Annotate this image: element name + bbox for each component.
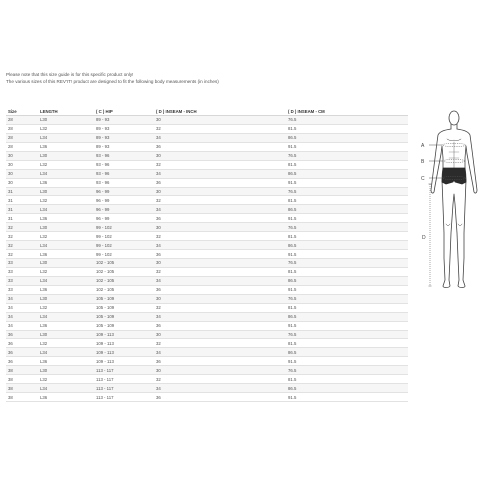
inseam-inch-cell: 32 <box>154 196 286 205</box>
inseam-inch-cell: 30 <box>154 223 286 232</box>
length-cell: L30 <box>38 330 94 339</box>
inseam-inch-cell: 30 <box>154 116 286 125</box>
length-cell: L36 <box>38 321 94 330</box>
length-cell: L36 <box>38 214 94 223</box>
size-cell: 28 <box>6 133 38 142</box>
hip-cell: 99 - 102 <box>94 241 154 250</box>
label-d: D <box>422 235 426 241</box>
size-cell: 33 <box>6 276 38 285</box>
length-cell: L34 <box>38 276 94 285</box>
size-cell: 36 <box>6 348 38 357</box>
table-row <box>6 339 408 348</box>
table-row <box>6 178 408 187</box>
inseam-inch-cell: 32 <box>154 267 286 276</box>
inseam-cm-cell: 86.5 <box>286 276 408 285</box>
inseam-cm-cell: 81.5 <box>286 196 408 205</box>
table-row <box>6 348 408 357</box>
table-row <box>6 133 408 142</box>
inseam-cm-cell: 76.5 <box>286 330 408 339</box>
size-cell: 34 <box>6 303 38 312</box>
inseam-inch-cell: 36 <box>154 357 286 366</box>
hip-cell: 113 - 117 <box>94 375 154 384</box>
hip-cell: 93 - 96 <box>94 160 154 169</box>
inseam-inch-cell: 36 <box>154 321 286 330</box>
hip-cell: 96 - 99 <box>94 196 154 205</box>
table-row <box>6 330 408 339</box>
length-cell: L30 <box>38 151 94 160</box>
length-cell: L32 <box>38 375 94 384</box>
inseam-cm-cell: 81.5 <box>286 267 408 276</box>
size-cell: 38 <box>6 375 38 384</box>
length-cell: L36 <box>38 142 94 151</box>
length-cell: L34 <box>38 241 94 250</box>
inseam-cm-cell: 76.5 <box>286 187 408 196</box>
length-cell: L34 <box>38 312 94 321</box>
inseam-cm-cell: 91.5 <box>286 214 408 223</box>
inseam-inch-cell: 32 <box>154 303 286 312</box>
inseam-inch-cell: 36 <box>154 250 286 259</box>
inseam-cm-cell: 86.5 <box>286 205 408 214</box>
hip-cell: 102 - 105 <box>94 267 154 276</box>
size-cell: 31 <box>6 205 38 214</box>
inseam-inch-cell: 32 <box>154 232 286 241</box>
body-measurement-figure <box>418 108 492 296</box>
length-cell: L34 <box>38 384 94 393</box>
table-row <box>6 294 408 303</box>
inseam-cm-cell: 86.5 <box>286 384 408 393</box>
length-cell: L30 <box>38 366 94 375</box>
hip-cell: 109 - 113 <box>94 339 154 348</box>
hip-cell: 105 - 109 <box>94 321 154 330</box>
hip-cell: 102 - 105 <box>94 276 154 285</box>
hip-cell: 105 - 109 <box>94 303 154 312</box>
inseam-inch-cell: 30 <box>154 187 286 196</box>
size-cell: 32 <box>6 223 38 232</box>
inseam-cm-cell: 81.5 <box>286 339 408 348</box>
table-row <box>6 160 408 169</box>
inseam-inch-cell: 36 <box>154 393 286 402</box>
table-row <box>6 187 408 196</box>
inseam-cm-cell: 86.5 <box>286 133 408 142</box>
size-cell: 38 <box>6 393 38 402</box>
hip-cell: 113 - 117 <box>94 393 154 402</box>
inseam-inch-cell: 36 <box>154 285 286 294</box>
length-cell: L32 <box>38 267 94 276</box>
inseam-inch-cell: 34 <box>154 312 286 321</box>
hip-cell: 93 - 96 <box>94 151 154 160</box>
table-row <box>6 223 408 232</box>
inseam-cm-cell: 76.5 <box>286 259 408 268</box>
inseam-inch-cell: 32 <box>154 339 286 348</box>
table-header-row <box>6 107 408 116</box>
table-row <box>6 151 408 160</box>
inseam-inch-cell: 30 <box>154 330 286 339</box>
length-cell: L34 <box>38 348 94 357</box>
label-c: C <box>421 176 425 182</box>
size-cell: 36 <box>6 339 38 348</box>
column-header-length: LENGTH <box>38 107 94 116</box>
table-row <box>6 169 408 178</box>
inseam-cm-cell: 76.5 <box>286 151 408 160</box>
length-cell: L32 <box>38 339 94 348</box>
table-row <box>6 384 408 393</box>
size-cell: 32 <box>6 232 38 241</box>
label-b: B <box>421 159 425 165</box>
body-outline <box>431 111 477 288</box>
inseam-inch-cell: 34 <box>154 348 286 357</box>
hip-cell: 89 - 93 <box>94 142 154 151</box>
length-cell: L30 <box>38 294 94 303</box>
size-cell: 36 <box>6 330 38 339</box>
inseam-cm-cell: 86.5 <box>286 312 408 321</box>
column-header-size: Size <box>6 107 38 116</box>
size-cell: 30 <box>6 151 38 160</box>
length-cell: L32 <box>38 160 94 169</box>
table-row <box>6 375 408 384</box>
inseam-inch-cell: 30 <box>154 151 286 160</box>
length-cell: L32 <box>38 124 94 133</box>
length-cell: L32 <box>38 232 94 241</box>
length-cell: L30 <box>38 116 94 125</box>
label-a: A <box>421 143 425 149</box>
table-row <box>6 259 408 268</box>
inseam-inch-cell: 34 <box>154 169 286 178</box>
hip-cell: 93 - 96 <box>94 178 154 187</box>
length-cell: L36 <box>38 285 94 294</box>
table-row <box>6 142 408 151</box>
inseam-inch-cell: 34 <box>154 133 286 142</box>
inseam-inch-cell: 32 <box>154 375 286 384</box>
length-cell: L32 <box>38 196 94 205</box>
inseam-cm-cell: 91.5 <box>286 321 408 330</box>
inseam-cm-cell: 81.5 <box>286 375 408 384</box>
hip-cell: 102 - 105 <box>94 285 154 294</box>
inseam-cm-cell: 86.5 <box>286 241 408 250</box>
table-row <box>6 285 408 294</box>
inseam-cm-cell: 91.5 <box>286 285 408 294</box>
size-cell: 31 <box>6 196 38 205</box>
hip-cell: 105 - 109 <box>94 294 154 303</box>
size-cell: 38 <box>6 366 38 375</box>
inseam-cm-cell: 76.5 <box>286 116 408 125</box>
note-line-2: The various sizes of this REV'IT! product are designed to fit the following body measurements (in inches) <box>6 78 219 84</box>
hip-cell: 109 - 113 <box>94 348 154 357</box>
hip-cell: 93 - 96 <box>94 169 154 178</box>
hip-cell: 99 - 102 <box>94 250 154 259</box>
size-cell: 33 <box>6 267 38 276</box>
length-cell: L30 <box>38 223 94 232</box>
length-cell: L34 <box>38 169 94 178</box>
hip-cell: 96 - 99 <box>94 187 154 196</box>
inseam-inch-cell: 34 <box>154 384 286 393</box>
table-row <box>6 303 408 312</box>
length-cell: L36 <box>38 178 94 187</box>
table-row <box>6 205 408 214</box>
inseam-cm-cell: 86.5 <box>286 348 408 357</box>
size-cell: 34 <box>6 312 38 321</box>
size-cell: 28 <box>6 116 38 125</box>
hip-cell: 105 - 109 <box>94 312 154 321</box>
length-cell: L34 <box>38 133 94 142</box>
inseam-inch-cell: 36 <box>154 178 286 187</box>
size-cell: 30 <box>6 169 38 178</box>
table-row <box>6 196 408 205</box>
inseam-cm-cell: 76.5 <box>286 366 408 375</box>
column-header-inseam-cm: ( D ) INSEAM - CM <box>286 107 408 116</box>
table-row <box>6 250 408 259</box>
table-row <box>6 321 408 330</box>
table-row <box>6 366 408 375</box>
inseam-inch-cell: 32 <box>154 124 286 133</box>
hip-cell: 109 - 113 <box>94 357 154 366</box>
size-guide-note <box>6 72 219 85</box>
hip-cell: 96 - 99 <box>94 214 154 223</box>
hip-cell: 99 - 102 <box>94 232 154 241</box>
inseam-cm-cell: 91.5 <box>286 142 408 151</box>
size-cell: 38 <box>6 384 38 393</box>
length-cell: L36 <box>38 357 94 366</box>
table-row <box>6 232 408 241</box>
length-cell: L34 <box>38 205 94 214</box>
hip-cell: 113 - 117 <box>94 384 154 393</box>
size-cell: 36 <box>6 357 38 366</box>
table-row <box>6 241 408 250</box>
inseam-inch-cell: 34 <box>154 205 286 214</box>
column-header-inseam-inch: ( D ) INSEAM - INCH <box>154 107 286 116</box>
table-row <box>6 124 408 133</box>
length-cell: L32 <box>38 303 94 312</box>
hip-cell: 109 - 113 <box>94 330 154 339</box>
inseam-cm-cell: 91.5 <box>286 357 408 366</box>
table-row <box>6 357 408 366</box>
inseam-cm-cell: 81.5 <box>286 232 408 241</box>
size-cell: 34 <box>6 321 38 330</box>
inseam-cm-cell: 81.5 <box>286 160 408 169</box>
inseam-inch-cell: 30 <box>154 366 286 375</box>
length-cell: L30 <box>38 259 94 268</box>
hip-cell: 89 - 93 <box>94 133 154 142</box>
table-row <box>6 267 408 276</box>
table-body <box>6 116 408 402</box>
inseam-inch-cell: 36 <box>154 214 286 223</box>
inseam-inch-cell: 36 <box>154 142 286 151</box>
size-cell: 34 <box>6 294 38 303</box>
size-cell: 31 <box>6 187 38 196</box>
hip-cell: 102 - 105 <box>94 259 154 268</box>
note-line-1: Please note that this size guide is for this specific product only! <box>6 72 134 77</box>
size-table <box>6 107 408 402</box>
size-cell: 32 <box>6 250 38 259</box>
hip-cell: 89 - 93 <box>94 124 154 133</box>
inseam-cm-cell: 76.5 <box>286 294 408 303</box>
inseam-cm-cell: 81.5 <box>286 124 408 133</box>
inseam-inch-cell: 30 <box>154 294 286 303</box>
table-row <box>6 312 408 321</box>
size-cell: 33 <box>6 259 38 268</box>
size-cell: 32 <box>6 241 38 250</box>
size-cell: 28 <box>6 124 38 133</box>
size-cell: 33 <box>6 285 38 294</box>
inseam-cm-cell: 76.5 <box>286 223 408 232</box>
hip-cell: 113 - 117 <box>94 366 154 375</box>
length-cell: L30 <box>38 187 94 196</box>
table-row <box>6 276 408 285</box>
inseam-inch-cell: 34 <box>154 241 286 250</box>
size-cell: 30 <box>6 160 38 169</box>
table-row <box>6 393 408 402</box>
table-row <box>6 116 408 125</box>
inseam-cm-cell: 86.5 <box>286 169 408 178</box>
inseam-inch-cell: 32 <box>154 160 286 169</box>
hip-cell: 99 - 102 <box>94 223 154 232</box>
inseam-cm-cell: 81.5 <box>286 303 408 312</box>
size-cell: 31 <box>6 214 38 223</box>
inseam-inch-cell: 30 <box>154 259 286 268</box>
hip-cell: 89 - 93 <box>94 116 154 125</box>
length-cell: L36 <box>38 393 94 402</box>
column-header-hip: ( C ) HIP <box>94 107 154 116</box>
inseam-cm-cell: 91.5 <box>286 178 408 187</box>
inseam-cm-cell: 91.5 <box>286 250 408 259</box>
size-cell: 28 <box>6 142 38 151</box>
inseam-inch-cell: 34 <box>154 276 286 285</box>
inseam-cm-cell: 91.5 <box>286 393 408 402</box>
table-row <box>6 214 408 223</box>
size-cell: 30 <box>6 178 38 187</box>
length-cell: L36 <box>38 250 94 259</box>
hip-cell: 96 - 99 <box>94 205 154 214</box>
